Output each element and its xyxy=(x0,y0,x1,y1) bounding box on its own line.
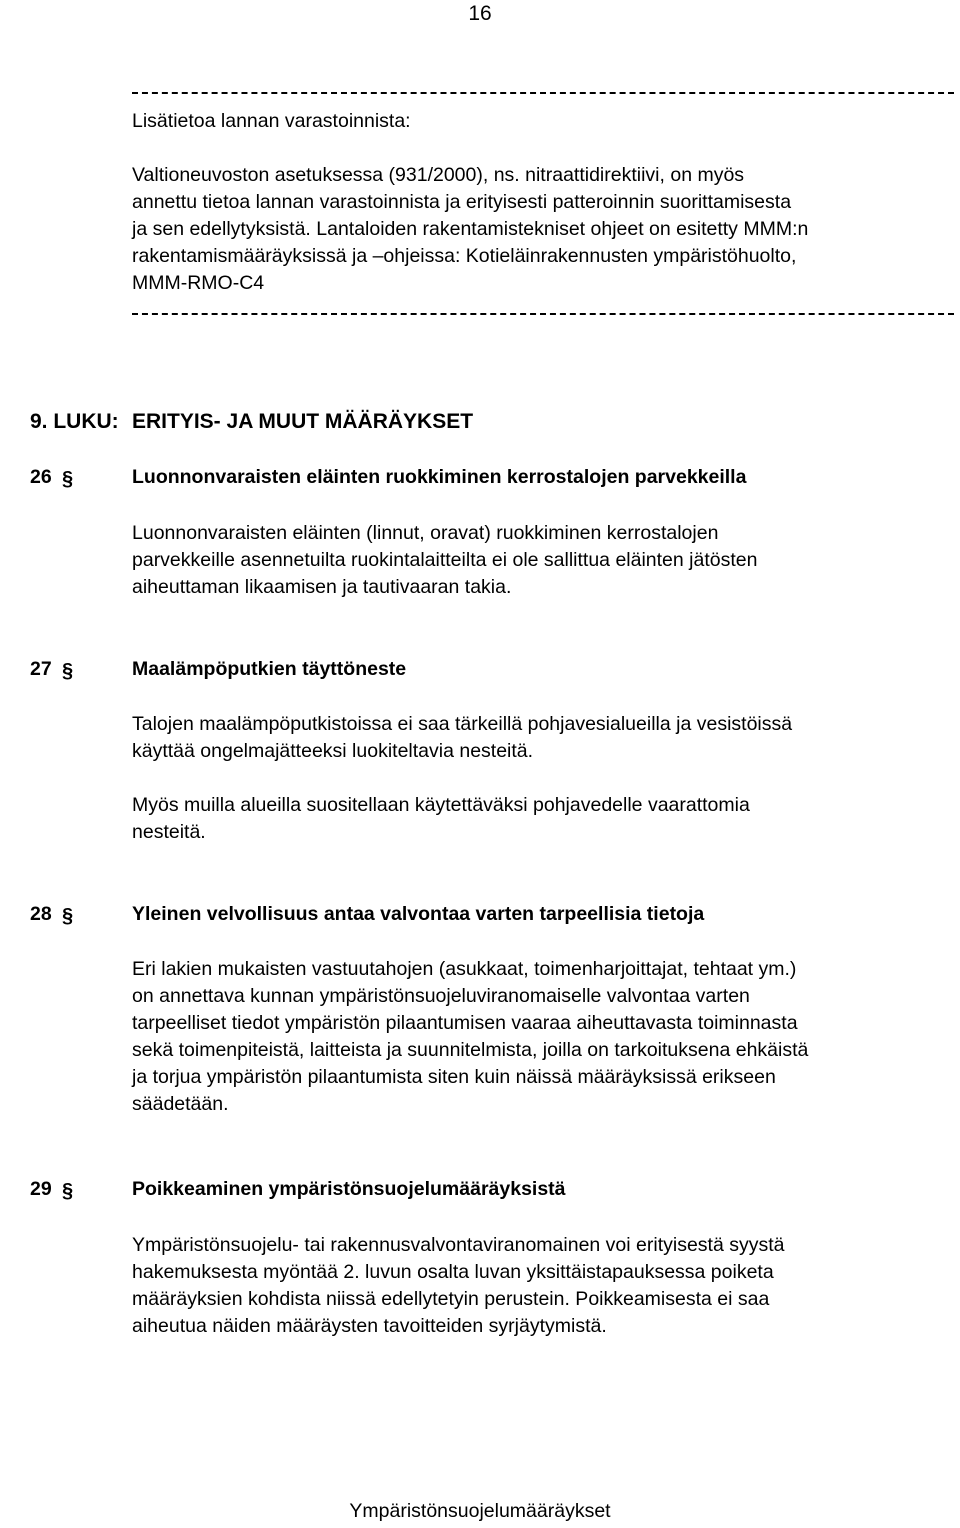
paragraph-line: sekä toimenpiteistä, laitteista ja suunnitelmista, joilla on tarkoituksena ehkäistä xyxy=(132,1039,809,1061)
info-heading: Lisätietoa lannan varastoinnista: xyxy=(132,110,411,132)
dashed-separator-top xyxy=(132,92,954,94)
paragraph-line: Talojen maalämpöputkistoissa ei saa tärkeillä pohjavesialueilla ja vesistöissä xyxy=(132,713,793,735)
section-paragraph xyxy=(132,792,956,846)
section-sign-icon xyxy=(57,902,79,928)
section-paragraph xyxy=(132,1232,956,1340)
section-paragraph xyxy=(132,520,956,601)
svg-text:§: § xyxy=(62,1180,74,1202)
page-number: 16 xyxy=(468,2,492,25)
info-line: MMM-RMO-C4 xyxy=(132,272,265,294)
section-title: Poikkeaminen ympäristönsuojelumääräyksistä xyxy=(132,1178,566,1200)
page-footer: Ympäristönsuojelumääräykset xyxy=(349,1500,611,1522)
section-paragraph xyxy=(132,711,956,765)
paragraph-line: Luonnonvaraisten eläinten (linnut, oravat) ruokkiminen kerrostalojen xyxy=(132,522,719,544)
section-title: Yleinen velvollisuus antaa valvontaa varten tarpeellisia tietoja xyxy=(132,903,705,925)
paragraph-line: Ympäristönsuojelu- tai rakennusvalvontaviranomainen voi erityisestä syystä xyxy=(132,1234,785,1256)
paragraph-line: säädetään. xyxy=(132,1093,229,1115)
info-line: annettu tietoa lannan varastoinnista ja erityisesti patteroinnin suorittamisesta xyxy=(132,191,792,213)
chapter-title: ERITYIS- JA MUUT MÄÄRÄYKSET xyxy=(132,410,474,433)
paragraph-line: nesteitä. xyxy=(132,821,206,843)
info-line: rakentamismääräyksissä ja –ohjeissa: Kotieläinrakennusten ympäristöhuolto, xyxy=(132,245,797,267)
svg-text:§: § xyxy=(62,660,74,682)
info-line: Valtioneuvoston asetuksessa (931/2000), ns. nitraattidirektiivi, on myös xyxy=(132,164,745,186)
section-sign-icon xyxy=(57,465,79,491)
section-paragraph xyxy=(132,956,956,1118)
dashed-separator-bottom xyxy=(132,313,954,315)
paragraph-line: aiheuttaman likaamisen ja tautivaaran takia. xyxy=(132,576,512,598)
paragraph-line: hakemuksesta myöntää 2. luvun osalta luvan yksittäistapauksessa poiketa xyxy=(132,1261,774,1283)
paragraph-line: on annettava kunnan ympäristönsuojeluviranomaiselle valvontaa varten xyxy=(132,985,750,1007)
info-line: ja sen edellytyksistä. Lantaloiden rakentamistekniset ohjeet on esitetty MMM:n xyxy=(132,218,809,240)
paragraph-line: ja torjua ympäristön pilaantumista siten kuin näissä määräyksissä erikseen xyxy=(132,1066,776,1088)
section-sign-icon xyxy=(57,1177,79,1203)
paragraph-line: Myös muilla alueilla suositellaan käytettäväksi pohjavedelle vaarattomia xyxy=(132,794,750,816)
section-number: 28 § xyxy=(30,902,79,928)
section-sign-icon xyxy=(57,657,79,683)
svg-text:§: § xyxy=(62,905,74,927)
chapter-number: 9. LUKU: xyxy=(30,410,119,433)
section-number: 26 § xyxy=(30,465,79,491)
section-title: Maalämpöputkien täyttöneste xyxy=(132,658,407,680)
paragraph-line: tarpeelliset tiedot ympäristön pilaantumisen vaaraa aiheuttavasta toiminnasta xyxy=(132,1012,798,1034)
paragraph-line: aiheutua näiden määräysten tavoitteiden syrjäytymistä. xyxy=(132,1315,607,1337)
paragraph-line: käyttää ongelmajätteeksi luokiteltavia nesteitä. xyxy=(132,740,534,762)
section-title: Luonnonvaraisten eläinten ruokkiminen kerrostalojen parvekkeilla xyxy=(132,466,747,488)
svg-text:§: § xyxy=(62,468,74,490)
section-number: 27 § xyxy=(30,657,79,683)
section-number: 29 § xyxy=(30,1177,79,1203)
paragraph-line: Eri lakien mukaisten vastuutahojen (asukkaat, toimenharjoittajat, tehtaat ym.) xyxy=(132,958,797,980)
paragraph-line: parvekkeille asennetuilta ruokintalaitteilta ei ole sallittua eläinten jätösten xyxy=(132,549,758,571)
paragraph-line: määräyksien kohdista niissä edellytetyin perustein. Poikkeamisesta ei saa xyxy=(132,1288,770,1310)
